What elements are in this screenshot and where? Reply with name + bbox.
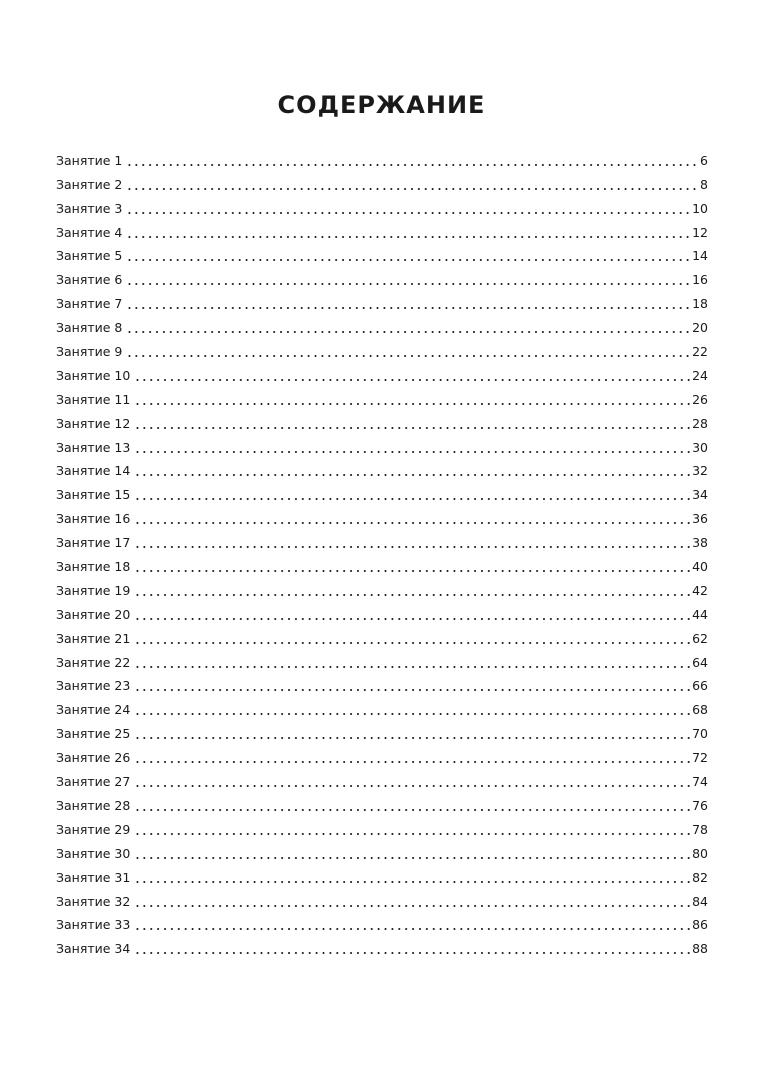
toc-entry-page-number: 40 [692,559,708,575]
toc-entry[interactable] [56,815,708,839]
toc-entry[interactable] [56,887,708,911]
toc-entry-label: Занятие 25 [56,726,131,742]
toc-entry-page-number: 26 [692,391,708,407]
toc-dot-leader [126,176,698,194]
toc-entry[interactable] [56,218,708,242]
toc-dot-leader [126,343,690,361]
toc-dot-leader [134,916,690,934]
toc-entry-label: Занятие 31 [56,869,131,885]
toc-dot-leader [126,271,690,289]
toc-entry-label: Занятие 11 [56,391,131,407]
table-of-contents [56,146,708,958]
toc-dot-leader [134,893,690,911]
toc-entry-label: Занятие 10 [56,367,131,383]
toc-entry[interactable] [56,767,708,791]
toc-entry-label: Занятие 6 [56,272,123,288]
toc-entry-label: Занятие 19 [56,582,131,598]
toc-entry[interactable] [56,457,708,481]
toc-entry-page-number: 18 [692,296,708,312]
toc-entry[interactable] [56,672,708,696]
toc-entry-label: Занятие 29 [56,821,131,837]
toc-entry-page-number: 8 [700,176,708,192]
toc-dot-leader [134,773,690,791]
toc-dot-leader [134,749,690,767]
toc-entry[interactable] [56,648,708,672]
toc-dot-leader [126,295,690,313]
toc-entry-label: Занятие 12 [56,415,131,431]
toc-dot-leader [134,821,690,839]
toc-entry-page-number: 38 [692,535,708,551]
toc-entry-label: Занятие 27 [56,774,131,790]
toc-entry-label: Занятие 7 [56,296,123,312]
toc-entry[interactable] [56,624,708,648]
toc-entry-page-number: 12 [692,224,708,240]
toc-entry[interactable] [56,911,708,935]
toc-dot-leader [134,869,690,887]
toc-entry[interactable] [56,433,708,457]
toc-entry[interactable] [56,409,708,433]
toc-dot-leader [126,247,690,265]
toc-entry[interactable] [56,313,708,337]
toc-entry[interactable] [56,480,708,504]
toc-entry[interactable] [56,719,708,743]
toc-entry-page-number: 42 [692,582,708,598]
toc-dot-leader [134,462,690,480]
toc-entry-label: Занятие 20 [56,606,131,622]
toc-entry-page-number: 34 [692,487,708,503]
toc-entry-label: Занятие 28 [56,797,131,813]
toc-entry-label: Занятие 26 [56,750,131,766]
toc-entry-label: Занятие 34 [56,941,131,957]
toc-entry-label: Занятие 30 [56,845,131,861]
toc-entry[interactable] [56,170,708,194]
toc-entry-page-number: 16 [692,272,708,288]
toc-entry[interactable] [56,289,708,313]
toc-entry[interactable] [56,791,708,815]
toc-entry-page-number: 78 [692,821,708,837]
toc-dot-leader [134,367,690,385]
toc-entry-page-number: 62 [692,630,708,646]
toc-dot-leader [126,152,698,170]
toc-entry-page-number: 32 [692,463,708,479]
toc-entry-page-number: 6 [700,152,708,168]
toc-dot-leader [126,200,690,218]
toc-dot-leader [134,797,690,815]
toc-entry[interactable] [56,361,708,385]
toc-dot-leader [134,439,690,457]
toc-entry[interactable] [56,337,708,361]
toc-entry-page-number: 76 [692,797,708,813]
toc-dot-leader [134,510,690,528]
toc-dot-leader [134,654,690,672]
toc-entry-label: Занятие 14 [56,463,131,479]
toc-entry-page-number: 14 [692,248,708,264]
toc-entry-page-number: 64 [692,654,708,670]
toc-entry-page-number: 24 [692,367,708,383]
toc-entry-label: Занятие 1 [56,152,123,168]
toc-entry-label: Занятие 18 [56,559,131,575]
toc-dot-leader [134,415,690,433]
toc-dot-leader [134,701,690,719]
toc-entry[interactable] [56,265,708,289]
toc-dot-leader [134,630,690,648]
toc-entry-label: Занятие 23 [56,678,131,694]
toc-entry-page-number: 22 [692,344,708,360]
toc-entry-page-number: 84 [692,893,708,909]
toc-entry[interactable] [56,576,708,600]
toc-entry-page-number: 72 [692,750,708,766]
toc-entry-label: Занятие 32 [56,893,131,909]
toc-entry-page-number: 20 [692,320,708,336]
toc-entry-page-number: 44 [692,606,708,622]
toc-entry-page-number: 30 [692,439,708,455]
toc-entry[interactable] [56,863,708,887]
toc-entry-page-number: 28 [692,415,708,431]
toc-entry[interactable] [56,194,708,218]
toc-dot-leader [126,319,690,337]
toc-entry[interactable] [56,242,708,266]
toc-dot-leader [134,940,690,958]
toc-entry-page-number: 82 [692,869,708,885]
toc-entry-label: Занятие 24 [56,702,131,718]
toc-entry-label: Занятие 3 [56,200,123,216]
toc-entry-page-number: 74 [692,774,708,790]
toc-entry[interactable] [56,839,708,863]
toc-dot-leader [134,677,690,695]
toc-entry[interactable] [56,934,708,958]
toc-dot-leader [134,391,690,409]
toc-dot-leader [134,582,690,600]
toc-entry[interactable] [56,743,708,767]
toc-entry[interactable] [56,552,708,576]
toc-entry[interactable] [56,146,708,170]
toc-entry-label: Занятие 21 [56,630,131,646]
toc-entry-label: Занятие 13 [56,439,131,455]
toc-entry[interactable] [56,528,708,552]
toc-entry-label: Занятие 5 [56,248,123,264]
toc-entry-page-number: 68 [692,702,708,718]
toc-dot-leader [134,725,690,743]
toc-dot-leader [134,606,690,624]
toc-entry-page-number: 66 [692,678,708,694]
toc-entry-page-number: 88 [692,941,708,957]
toc-dot-leader [134,558,690,576]
toc-entry-label: Занятие 17 [56,535,131,551]
toc-entry[interactable] [56,385,708,409]
toc-entry-page-number: 70 [692,726,708,742]
toc-dot-leader [134,486,690,504]
page-title: СОДЕРЖАНИЕ [277,91,486,120]
toc-entry[interactable] [56,695,708,719]
toc-entry-label: Занятие 8 [56,320,123,336]
toc-entry-page-number: 10 [692,200,708,216]
toc-dot-leader [126,224,690,242]
toc-dot-leader [134,534,690,552]
toc-entry-page-number: 80 [692,845,708,861]
toc-entry-label: Занятие 16 [56,511,131,527]
toc-entry-label: Занятие 33 [56,917,131,933]
toc-entry-label: Занятие 9 [56,344,123,360]
toc-entry[interactable] [56,600,708,624]
toc-entry-label: Занятие 15 [56,487,131,503]
toc-entry[interactable] [56,504,708,528]
toc-entry-page-number: 36 [692,511,708,527]
toc-entry-label: Занятие 4 [56,224,123,240]
toc-entry-label: Занятие 22 [56,654,131,670]
toc-entry-page-number: 86 [692,917,708,933]
toc-entry-label: Занятие 2 [56,176,123,192]
toc-dot-leader [134,845,690,863]
